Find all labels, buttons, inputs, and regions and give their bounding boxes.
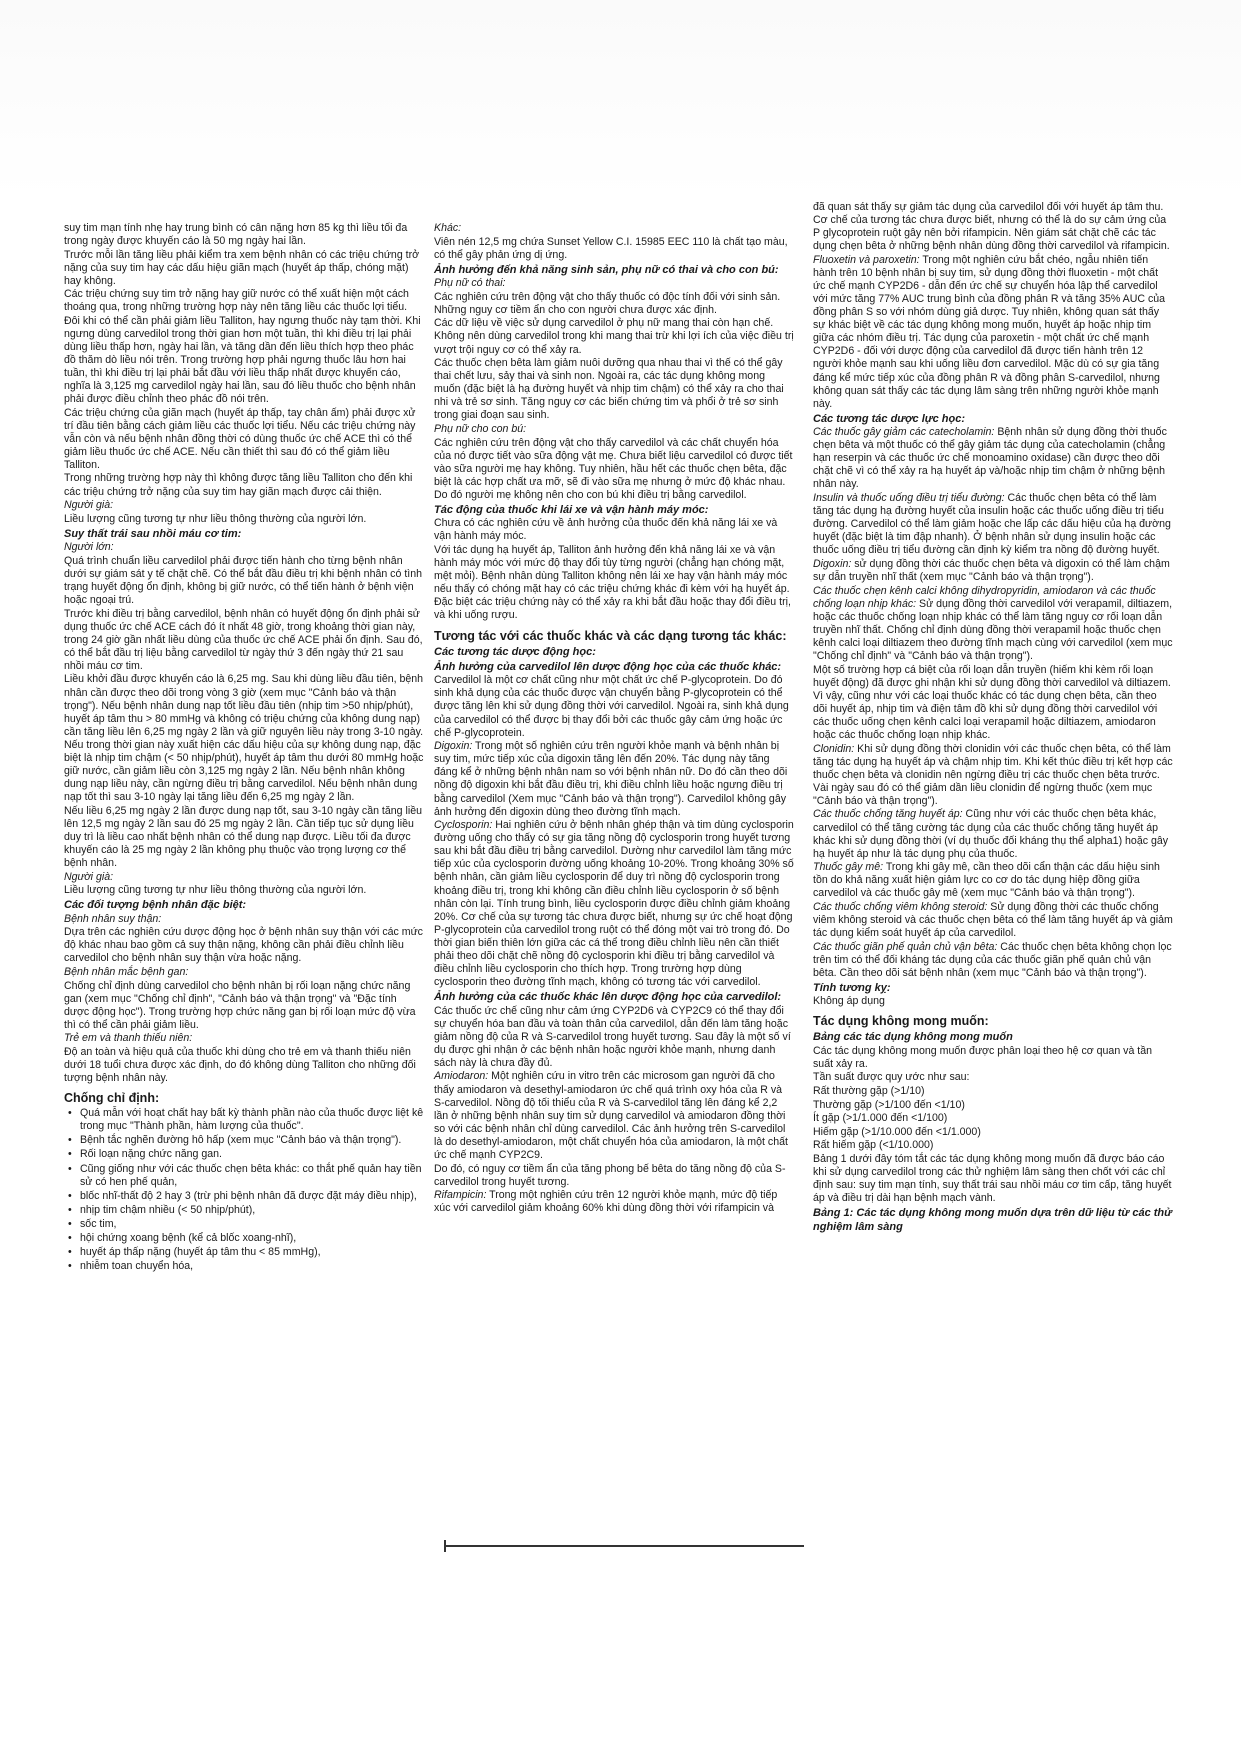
paragraph: Hiếm gặp (>1/10.000 đến <1/1.000) [813, 1125, 981, 1138]
paragraph [434, 1189, 794, 1215]
paragraph: Chống chỉ định dùng carvedilol cho bệnh nhân bị rối loạn nặng chức năng gan (xem mục "Chống chỉ định", "Cảnh báo và thận trọng" và "Đặc tính dược động học"). Trong trường hợp chức năng gan bị rối loạn mức độ vừa thì có thể cần phải giảm liều. [64, 979, 416, 1031]
list-item: • Rối loạn nặng chức năng gan. [80, 1148, 424, 1161]
paragraph [434, 819, 794, 989]
inline-text: Cũng như với các thuốc chẹn bêta khác, carvedilol có thể tăng cường tác dụng của các thuốc chống tăng huyết áp khác khi sử dụng đồng thời (ví dụ thuốc đối kháng thụ thể alpha1) hoặc gây hạ huyết áp như là tác dụng phụ của thuốc. [813, 808, 1169, 860]
paragraph: Do đó, có nguy cơ tiềm ẩn của tăng phong bế bêta do tăng nồng độ của S-carvedilol trong huyết tương. [434, 1162, 786, 1188]
subsection-heading: Các đối tượng bệnh nhân đặc biệt: [64, 899, 247, 912]
paragraph: Các dữ liệu về việc sử dụng carvedilol ở phụ nữ mang thai còn hạn chế. Không nên dùng carvedilol trong khi mang thai trừ khi lợi ích của việc điều trị vượt trội nguy cơ có thể xảy ra. [434, 317, 794, 356]
inline-text: Khi sử dụng đồng thời clonidin với các thuốc chẹn bêta, có thể làm tăng tác dụng hạ huyết áp và chậm nhịp tim. Khi kết thúc điều trị kết hợp các thuốc chẹn bêta và clonidin nên ngừng điều trị các thuốc chẹn bêta trước. Vài ngày sau đó có thể giảm dần liều clonidin để ngừng thuốc (xem mục "Cảnh báo và thận trọng"). [813, 742, 1173, 807]
inline-text: Bệnh nhân sử dụng đồng thời thuốc chẹn bêta và một thuốc có thể gây giảm tác dụng của catecholamin (chẳng hạn reserpin và các thuốc ức chế monoamino oxidase) cần được theo dõi chặt chẽ vì có thể xảy ra hạ huyết áp và/hoặc nhịp tim chậm ở những bệnh nhân này. [813, 426, 1167, 491]
paragraph: Ít gặp (>1/1.000 đến <1/100) [813, 1112, 948, 1125]
inline-label: Clonidin: [813, 742, 855, 755]
paragraph: Các triệu chứng của giãn mạch (huyết áp thấp, tay chân ấm) phải được xử trí đầu tiên bằng cách giảm liều các thuốc lợi tiểu. Nếu các triệu chứng này vẫn còn và nếu bệnh nhân đồng thời có dùng thuốc ức chế ACE thì có thể giảm liều thuốc ức chế ACE. Nếu cần thiết thì sau đó có thể giảm liều Talliton. [64, 406, 416, 471]
inline-label: Amiodaron: [434, 1070, 489, 1083]
subheading: Người già: [64, 499, 114, 512]
inline-label: Rifampicin: [434, 1189, 487, 1202]
paragraph: Với tác dụng hạ huyết áp, Talliton ảnh hưởng đến khả năng lái xe và vận hành máy móc với mức độ thay đổi tùy từng người (chẳng hạn chóng mặt, mệt mỏi). Bệnh nhân dùng Talliton không nên lái xe hay vận hành máy móc nếu thấy có chóng mặt hay có các triệu chứng khác đi kèm với hạ huyết áp. Đặc biệt các triệu chứng này có thể xảy ra khi bắt đầu hoặc thay đổi điều trị, và khi uống rượu. [434, 544, 791, 622]
list-item: • hội chứng xoang bệnh (kể cả blốc xoang-nhĩ), [80, 1232, 424, 1245]
inline-label: Các thuốc chống tăng huyết áp: [813, 808, 963, 821]
paragraph [813, 808, 1173, 860]
subheading: Phụ nữ có thai: [434, 277, 506, 290]
contraindication-list [64, 1107, 424, 1273]
paragraph [813, 901, 1173, 940]
inline-text: Trong một nghiên cứu bắt chéo, ngẫu nhiên tiến hành trên 10 bệnh nhân bị suy tim, sử dụng đồng thời fluoxetin - một chất ức chế mạnh CYP2D6 - dẫn đến ức chế sự chuyển hóa lập thể carvedilol với mức tăng 77% AUC trung bình của đồng phân R và tăng 35% AUC của đồng phân S so với nhóm dùng giả dược. Tuy nhiên, không quan sát thấy sự khác biệt về các tác dụng không mong muốn, huyết áp hoặc nhịp tim giữa các nhóm điều trị. Tác dụng của paroxetin - một chất ức chế mạnh CYP2D6 - đối với dược động của carvedilol đã được tiến hành trên 12 người khỏe mạnh sau khi uống liều đơn carvedilol. Mặc dù có sự gia tăng đáng kể mức tiếp xúc của đồng phân R và đồng phân S-carvedilol, nhưng không quan sát thấy các tác dụng lâm sàng trên những người khỏe mạnh này. [813, 253, 1166, 410]
paragraph: Các nghiên cứu trên động vật cho thấy thuốc có độc tính đối với sinh sản. Những nguy cơ tiềm ẩn cho con người chưa được xác định. [434, 290, 781, 316]
paragraph [813, 743, 1173, 808]
text-column-middle [434, 222, 794, 1216]
subheading: Trẻ em và thanh thiếu niên: [64, 1032, 193, 1045]
list-item: • blốc nhĩ-thất độ 2 hay 3 (trừ phi bệnh nhân đã được đặt máy điều nhịp), [80, 1190, 424, 1203]
paragraph: Các tác dụng không mong muốn được phân loại theo hệ cơ quan và tần suất xảy ra. [813, 1044, 1153, 1070]
inline-label: Các thuốc gây giảm các catecholamin: [813, 426, 995, 439]
section-heading: Chống chỉ định: [64, 1091, 160, 1106]
paragraph: Carvedilol là một cơ chất cũng như một chất ức chế P-glycoprotein. Do đó sinh khả dụng của các thuốc được vận chuyển bằng P-glycoprotein có thể được tăng lên khi sử dụng đồng thời với carvedilol. Ngoài ra, sinh khả dụng của carvedilol có thể được bị thay đổi bởi các thuốc gây cảm ứng hoặc ức chế P-glycoprotein. [434, 674, 789, 739]
subheading: Người già: [64, 870, 114, 883]
list-item: • Bệnh tắc nghẽn đường hô hấp (xem mục "Cảnh báo và thận trọng"). [80, 1134, 424, 1147]
subheading: Khác: [434, 222, 462, 234]
paragraph: Trong những trường hợp này thì không được tăng liều Talliton cho đến khi các triệu chứng trở nặng của suy tim hay giãn mạch được cải thiện. [64, 472, 413, 498]
paragraph: Liều khởi đầu được khuyến cáo là 6,25 mg. Sau khi dùng liều đầu tiên, bệnh nhân cần được theo dõi trong vòng 3 giờ (xem mục "Cảnh báo và thận trọng"). Nếu bệnh nhân dung nạp tốt liều đầu tiên (nhịp tim >50 nhịp/phút), huyết áp tâm thu > 80 mmHg và không có triệu chứng của không dung nạp) cần tăng liều lên 6,25 mg ngày 2 lần và giữ nguyên liều này trong 3-10 ngày. Nếu trong thời gian này xuất hiện các dấu hiệu của sự không dung nạp, đặc biệt là nhịp tim chậm (< 50 nhịp/phút), huyết áp tâm thu dưới 80 mmHg hoặc giữ nước, cần giảm liều còn 3,125 mg ngày 2 lần. Nếu bệnh nhân không dung nạp liều này, cần ngừng điều trị bằng carvedilol. Nếu bệnh nhân dung nạp tốt thì sau 3-10 ngày lại tăng liều đến 6,25 mg ngày 2 lần. [64, 673, 424, 804]
paragraph: suy tim mạn tính nhẹ hay trung bình có cân nặng hơn 85 kg thì liều tối đa trong ngày được khuyến cáo là 50 mg ngày hai lần. [64, 222, 408, 248]
subsection-heading: Ảnh hưởng của các thuốc khác lên dược động học của carvedilol: [434, 991, 782, 1004]
paragraph: Nếu liều 6,25 mg ngày 2 lần được dung nạp tốt, sau 3-10 ngày cần tăng liều lên 12,5 mg ngày 2 lần sau đó 25 mg ngày 2 lần. Cần tiếp tục sử dụng liều duy trì là liều cao nhất bệnh nhân có thể dung nạp được. Liều tối đa được khuyến cáo là 25 mg ngày 2 lần không phụ thuộc vào trọng lượng cơ thể bệnh nhân. [64, 804, 422, 870]
subsection-heading: Tác động của thuốc khi lái xe và vận hành máy móc: [434, 503, 709, 516]
paragraph: Một số trường hợp cá biệt của rối loạn dẫn truyền (hiếm khi kèm rối loạn huyết động) đã được ghi nhận khi sử dụng đồng thời carvedilol và diltiazem. Vì vậy, cũng như với các loại thuốc khác có tác dụng chẹn bêta, cần theo dõi huyết áp, nhịp tim và điện tâm đồ khi sử dụng đồng thời carvedilol với các thuốc uống chẹn kênh calci loại verapamil hoặc diltiazem, amiodaron hoặc các thuốc chống loạn nhịp khác. [813, 663, 1171, 741]
paragraph: Liều lượng cũng tương tự như liều thông thường của người lớn. [64, 884, 367, 897]
inline-text: Trong một số nghiên cứu trên người khỏe mạnh và bệnh nhân bị suy tim, mức tiếp xúc của digoxin tăng lên đến 20%. Tác dụng này tăng đáng kể ở những bệnh nhân nam so với bệnh nhân nữ. Do đó cần theo dõi nồng độ digoxin khi bắt đầu điều trị, khi điều chỉnh liều hoặc ngưng điều trị bằng carvedilol (Xem mục "Cảnh báo và thận trọng"). Carvedilol không gây ảnh hưởng đến digoxin dùng theo đường tĩnh mạch. [434, 740, 788, 818]
paragraph [813, 941, 1173, 980]
paragraph: Tần suất được quy ước như sau: [813, 1071, 970, 1084]
list-item: • nhiễm toan chuyển hóa, [80, 1260, 424, 1273]
paragraph: Các triệu chứng suy tim trở nặng hay giữ nước có thể xuất hiện một cách thoáng qua, trong những trường hợp này nên tăng liều các thuốc lợi tiểu. Đôi khi có thể cần phải giảm liều Talliton, hay ngưng thuốc này tạm thời. Khi ngưng dùng carvedilol trong thời gian hơn một tuần, thì khi điều trị lại phải dùng liều thấp hơn, ngày hai lần, và tăng dần đến liều thích hợp theo phác đồ thăm dò liều nói trên. Trong trường hợp phải ngưng thuốc lâu hơn hai tuần, thì khi điều trị lại phải bắt đầu với liều thấp nhất được khuyến cáo, nghĩa là 3,125 mg carvedilol ngày hai lần, sau đó liều thuốc cho bệnh nhân phải được điều chỉnh theo phác đồ nói trên. [64, 288, 421, 406]
inline-label: Các thuốc chẹn kênh calci không dihydropyridin, amiodaron và các thuốc chống loạn nhịp khác: [813, 584, 1156, 610]
inline-label: Fluoxetin và paroxetin: [813, 253, 920, 266]
inline-text: sử dụng đồng thời các thuốc chẹn bêta và digoxin có thể làm chậm sự dẫn truyền nhĩ thất (xem mục "Cảnh báo và thận trọng"). [813, 557, 1170, 584]
inline-label: Insulin và thuốc uống điều trị tiểu đường: [813, 492, 1005, 505]
inline-label: Cyclosporin: [434, 819, 493, 832]
paragraph [434, 1070, 794, 1162]
paragraph: Bảng 1 dưới đây tóm tắt các tác dụng không mong muốn đã được báo cáo khi sử dụng carvedilol trong các thử nghiệm lâm sàng then chốt với các chỉ định sau: suy tim mạn tính, suy thất trái sau nhồi máu cơ tim cấp, tăng huyết áp và điều trị dài hạn bệnh mạch vành. [813, 1152, 1172, 1205]
inline-text: Một nghiên cứu in vitro trên các microsom gan người đã cho thấy amiodaron và desethyl-amiodaron ức chế quá trình oxy hóa của R và S-carvedilol. Nồng độ tối thiểu của R và S-carvedilol tăng lên đáng kể 2,2 lần ở những bệnh nhân suy tim sử dụng carvedilol và amiodaron đồng thời so với các bệnh nhân chỉ dùng carvedilol. Các ảnh hưởng trên S-carvedilol là do desethyl-amiodaron, một chất chuyển hóa của amiodaron, là một chất ức chế mạnh CYP2C9. [434, 1070, 788, 1161]
list-item: • huyết áp thấp nặng (huyết áp tâm thu < 85 mmHg), [80, 1246, 424, 1259]
paragraph: Trước mỗi lần tăng liều phải kiểm tra xem bệnh nhân có các triệu chứng trở nặng của suy tim hay các dấu hiệu giãn mạch (huyết áp thấp, chóng mặt) hay không. [64, 248, 420, 287]
paragraph: Các nghiên cứu trên động vật cho thấy carvedilol và các chất chuyển hóa của nó được tiết vào sữa động vật mẹ. Chưa biết liệu carvedilol có được tiết vào sữa người mẹ hay không. Tuy nhiên, hầu hết các thuốc chẹn bêta, đặc biệt là các hợp chất ưa mỡ, sẽ đi vào sữa mẹ nhưng ở mức độ khác nhau. Do đó người mẹ không nên cho con bú khi điều trị bằng carvedilol. [434, 436, 793, 501]
inline-text: Trong khi gây mê, cần theo dõi cẩn thận các dấu hiệu sinh tồn do khả năng xuất hiện giảm lực co cơ do tác dụng hiệp đồng giữa carvedilol và các thuốc gây mê (xem mục "Cảnh báo và thận trọng"). [813, 861, 1160, 900]
paragraph: Không áp dụng [813, 995, 885, 1008]
subsection-heading: Các tương tác dược động học: [434, 645, 596, 658]
paragraph [813, 585, 1173, 663]
paragraph: Trước khi điều trị bằng carvedilol, bệnh nhân có huyết động ổn định phải sử dụng thuốc ức chế ACE cách đó ít nhất 48 giờ, trong khoảng thời gian này, trong 24 giờ gần nhất liều dùng của thuốc ức chế ACE phải ổn định. Sau đó, có thể bắt đầu trị liệu bằng carvedilol từ ngày thứ 3 đến ngày thứ 21 sau nhồi máu cơ tim. [64, 607, 423, 672]
inline-text: Trong một nghiên cứu trên 12 người khỏe mạnh, mức độ tiếp xúc với carvedilol giảm khoảng 60% khi dùng đồng thời với rifampicin và [434, 1189, 778, 1215]
subheading: Bệnh nhân suy thận: [64, 912, 162, 925]
paragraph: Rất thường gặp (>1/10) [813, 1085, 925, 1098]
column-footer-rule [444, 1545, 804, 1547]
list-item: • nhịp tim chậm nhiều (< 50 nhịp/phút), [80, 1204, 424, 1217]
paragraph [813, 558, 1173, 584]
subsection-heading: Ảnh hưởng của carvedilol lên dược động học của các thuốc khác: [434, 660, 782, 673]
paragraph: Liều lượng cũng tương tự như liều thông thường của người lớn. [64, 512, 367, 525]
subheading: Phụ nữ cho con bú: [434, 423, 527, 435]
paragraph [813, 861, 1173, 900]
paragraph: Rất hiếm gặp (<1/10.000) [813, 1139, 934, 1152]
paragraph [813, 492, 1173, 557]
inline-text: Các thuốc chẹn bêta có thể làm tăng tác dụng hạ đường huyết của insulin hoặc các thuốc uống điều trị tiểu đường. Carvedilol có thể làm giảm hoặc che lấp các dấu hiệu của hạ đường huyết (đặc biệt là tim đập nhanh). Ở bệnh nhân sử dụng insulin hoặc các thuốc uống điều trị tiểu đường cần định kỳ kiểm tra nồng độ đường huyết. [813, 492, 1171, 557]
paragraph [813, 254, 1173, 411]
inline-label: Digoxin: [434, 740, 473, 753]
list-item: • Cũng giống như với các thuốc chẹn bêta khác: co thắt phế quản hay tiền sử có hen phế quản, [80, 1163, 424, 1189]
inline-label: Các thuốc giãn phế quản chủ vận bêta: [813, 940, 998, 953]
text-column-left [64, 222, 424, 1274]
subsection-heading: Suy thất trái sau nhồi máu cơ tim: [64, 527, 242, 540]
subsection-heading: Tính tương kỵ: [813, 981, 891, 994]
text-column-right [813, 201, 1173, 1234]
subsection-heading: Bảng các tác dụng không mong muốn [813, 1031, 1013, 1044]
list-item: • sốc tim, [80, 1218, 424, 1231]
list-item: • Quá mẫn với hoạt chất hay bất kỳ thành phần nào của thuốc được liệt kê trong mục "Thành phần, hàm lượng của thuốc". [80, 1107, 424, 1133]
subsection-heading: Các tương tác dược lực học: [813, 412, 966, 425]
paragraph: Dựa trên các nghiên cứu dược động học ở bệnh nhân suy thận với các mức độ khác nhau bao gồm cả suy thận nặng, không cần phải điều chỉnh liều carvedilol cho bệnh nhân suy thận vừa hoặc nặng. [64, 926, 423, 965]
paragraph: Thường gặp (>1/100 đến <1/10) [813, 1098, 965, 1111]
section-heading: Tương tác với các thuốc khác và các dạng tương tác khác: [434, 628, 787, 643]
paragraph [434, 740, 794, 818]
paragraph: Các thuốc chẹn bêta làm giảm nuôi dưỡng qua nhau thai vì thế có thể gây thai chết lưu, sảy thai và sinh non. Ngoài ra, các tác dụng không mong muốn (đặc biệt là hạ đường huyết và nhịp tim chậm) có thể xảy ra cho thai nhi và trẻ sơ sinh. Tăng nguy cơ các biến chứng tim và phổi ở trẻ sơ sinh trong giai đoạn sau sinh. [434, 357, 784, 422]
page-margin [0, 0, 1241, 200]
subheading: Người lớn: [64, 541, 114, 554]
paragraph [813, 426, 1173, 491]
section-heading: Tác dụng không mong muốn: [813, 1014, 989, 1029]
paragraph: Quá trình chuẩn liều carvedilol phải được tiến hành cho từng bệnh nhân dưới sự giám sát y tế chặt chẽ. Có thể bắt đầu điều trị khi bệnh nhân có tình trạng huyết động ổn định, không bị giữ nước, có thể tiến hành ở bệnh viện hoặc ngoại trú. [64, 554, 422, 607]
inline-label: Thuốc gây mê: [813, 861, 884, 874]
inline-text: Sử dụng đồng thời carvedilol với verapamil, diltiazem, hoặc các thuốc chống loạn nhịp khác có thể làm tăng nguy cơ rối loạn dẫn truyền nhĩ thất. Chống chỉ định dùng đồng thời verapamil hoặc thuốc chẹn kênh calci loại diltiazem theo đường tĩnh mạch cùng với carvedilol (xem mục "Chống chỉ định" và "Cảnh báo và thận trọng"). [813, 597, 1173, 662]
paragraph: Các thuốc ức chế cũng như cảm ứng CYP2D6 và CYP2C9 có thể thay đổi sự chuyển hóa ban đầu và toàn thân của carvedilol, dẫn đến làm tăng hoặc giảm nồng độ của R và S-carvedilol trong huyết tương. Sau đây là một số ví dụ được ghi nhận ở các bệnh nhân hoặc người khỏe mạnh, nhưng danh sách này là chưa đầy đủ. [434, 1004, 791, 1069]
subheading: Bệnh nhân mắc bệnh gan: [64, 966, 189, 979]
inline-text: Hai nghiên cứu ở bệnh nhân ghép thận và tim dùng cyclosporin đường uống cho thấy có sự gia tăng nồng độ cyclosporin trong huyết tương sau khi bắt đầu điều trị bằng carvedilol. Dường như carvedilol làm tăng mức tiếp xúc của cyclosporin đường uống khoảng 10-20%. Trong khoảng 30% số bệnh nhân, cần giảm liều cyclosporin để duy trì nồng độ cyclosporin trong khoảng điều trị, trong khi không cần điều chỉnh liều cyclosporin ở số bệnh nhân còn lại. Tính trung bình, liều cyclosporin được điều chỉnh giảm khoảng 20%. Cơ chế của sự tương tác chưa được biết, nhưng sự ức chế hoạt động P-glycoprotein của carvedilol trong ruột có thể đóng một vai trò trong đó. Do thời gian biến thiên lớn giữa các cá thể trong điều chỉnh liều nên cần thiết phải theo dõi chặt chẽ nồng độ cyclosporin khi điều trị bằng carvedilol và điều chỉnh liều cyclosporin cho thích hợp. Trong trường hợp dùng cyclosporin theo đường tĩnh mạch, không có tương tác với carvedilol. [434, 819, 794, 989]
paragraph: Viên nén 12,5 mg chứa Sunset Yellow C.I. 15985 EEC 110 là chất tạo màu, có thể gây phản ứng dị ứng. [434, 235, 788, 261]
subsection-heading: Ảnh hưởng đến khả năng sinh sản, phụ nữ có thai và cho con bú: [434, 263, 779, 276]
inline-label: Các thuốc chống viêm không steroid: [813, 900, 988, 913]
paragraph: Độ an toàn và hiệu quả của thuốc khi dùng cho trẻ em và thanh thiếu niên dưới 18 tuổi chưa được xác định, do đó không dùng Talliton cho những đối tượng bệnh nhân này. [64, 1046, 416, 1085]
inline-text: Sử dụng đồng thời các thuốc chống viêm không steroid và các thuốc chẹn bêta có thể làm tăng huyết áp và giảm tác dụng kiểm soát huyết áp của carvedilol. [813, 900, 1173, 940]
inline-text: Các thuốc chẹn bêta không chọn lọc trên tim có thể đối kháng tác dụng của các thuốc giãn phế quản chủ vận bêta. Cần theo dõi sát bệnh nhân (xem mục "Cảnh báo và thận trọng"). [813, 940, 1172, 979]
paragraph: Chưa có các nghiên cứu về ảnh hưởng của thuốc đến khả năng lái xe và vận hành máy móc. [434, 517, 778, 543]
inline-label: Digoxin: [813, 557, 852, 570]
subsection-heading: Bảng 1: Các tác dụng không mong muốn dựa trên dữ liệu từ các thử nghiệm lâm sàng [813, 1207, 1172, 1233]
paragraph: đã quan sát thấy sự giảm tác dụng của carvedilol đối với huyết áp tâm thu. Cơ chế của tương tác chưa được biết, nhưng có thể là do sự cảm ứng của P glycoprotein ruột gây nên bởi rifampicin. Nên giám sát chặt chẽ các tác dụng chẹn bêta ở những bệnh nhân dùng đồng thời carvedilol và rifampicin. [813, 201, 1170, 253]
